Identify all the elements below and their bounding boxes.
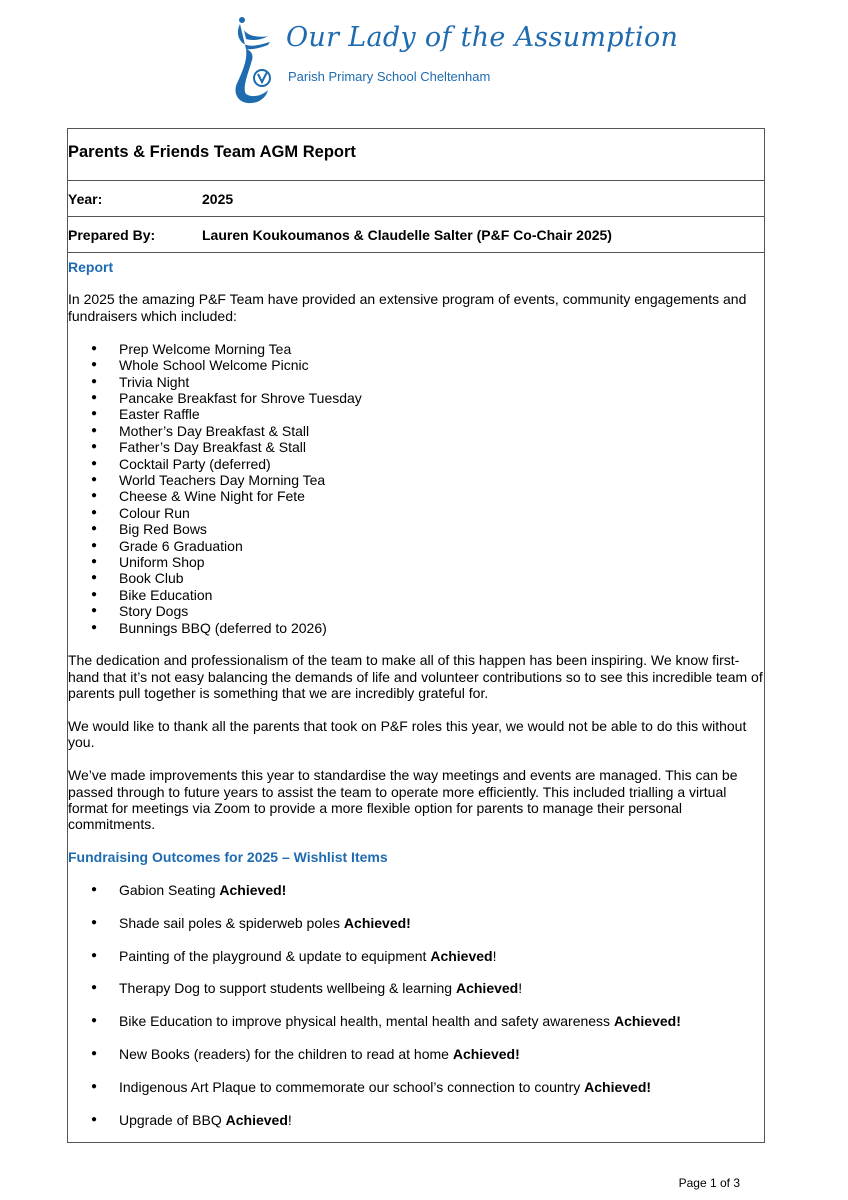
bullet-icon: ● [91,441,98,453]
wishlist-item-text: Bike Education to improve physical health, mental health and safety awareness [119,1013,614,1030]
events-list [68,341,764,636]
achieved-status: Achieved [225,1111,288,1128]
list-item [68,570,764,586]
wishlist-item-text: New Books (readers) for the children to read at home [119,1045,453,1062]
list-item [68,587,764,603]
list-item [68,538,764,554]
bullet-icon: ● [91,342,98,354]
list-item [68,980,764,996]
event-text: Bunnings BBQ (deferred to 2026) [119,619,327,636]
bullet-icon: ● [91,572,98,584]
achieved-status: Achieved! [584,1078,652,1095]
list-item [68,554,764,570]
list-item [68,948,764,964]
wishlist-item-tail: ! [492,947,497,964]
intro-paragraph: In 2025 the amazing P&F Team have provided an extensive program of events, community engagements and fundraisers which included: [68,291,747,324]
list-item [68,341,764,357]
bullet-icon: ● [91,391,98,403]
wishlist-list [68,882,764,1128]
event-text: Prep Welcome Morning Tea [119,340,292,357]
bullet-icon: ● [91,359,98,371]
event-text: Bike Education [119,586,213,603]
list-item [68,423,764,439]
list-item [68,374,764,390]
event-text: Cheese & Wine Night for Fete [119,488,305,505]
report-box [67,128,765,1143]
event-text: Pancake Breakfast for Shrove Tuesday [119,389,362,406]
event-text: Colour Run [119,504,190,521]
school-name: Our Lady of the Assumption [286,22,679,53]
prepared-value: Lauren Koukoumanos & Claudelle Salter (P&F Co-Chair 2025) [202,227,612,243]
title-row [68,129,764,181]
wishlist-item-tail: ! [287,1111,292,1128]
school-logo [222,14,679,106]
wishlist-item-text: Gabion Seating [119,882,220,899]
list-item [68,357,764,373]
achieved-status: Achieved [430,947,493,964]
list-item [68,521,764,537]
achieved-status: Achieved! [219,882,287,899]
bullet-icon: ● [91,490,98,502]
bullet-icon: ● [91,408,98,420]
wishlist-item-tail: ! [518,980,523,997]
event-text: Whole School Welcome Picnic [119,357,309,374]
event-text: Father’s Day Breakfast & Stall [119,439,307,456]
event-text: Trivia Night [119,373,190,390]
bullet-icon: ● [91,556,98,567]
year-row [68,181,764,217]
event-text: Big Red Bows [119,521,207,538]
list-item [68,456,764,472]
wishlist-item-text: Indigenous Art Plaque to commemorate our school’s connection to country [119,1078,585,1095]
achieved-status: Achieved [455,980,519,997]
event-text: Story Dogs [119,603,189,620]
achieved-status: Achieved! [343,914,411,931]
bullet-icon: ● [91,539,98,551]
bullet-icon: ● [91,1015,98,1027]
report-content [68,259,764,1128]
list-item [68,603,764,619]
school-subtitle: Parish Primary School Cheltenham [288,69,491,84]
achieved-status: Achieved! [613,1013,681,1030]
list-item [68,1112,764,1128]
list-item [68,1046,764,1062]
bullet-icon: ● [91,424,98,436]
bullet-icon: ● [91,982,98,994]
list-item [68,620,764,636]
section-heading-fundraising: Fundraising Outcomes for 2025 – Wishlist Items [68,849,388,866]
thanks-paragraph: We would like to thank all the parents that took on P&F roles this year, we would not be able to do this without you. [68,718,747,751]
list-item [68,505,764,521]
page-title: Parents & Friends Team AGM Report [68,143,356,161]
wishlist-item-text: Shade sail poles & spiderweb poles [119,914,344,931]
bullet-icon: ● [91,375,98,387]
bullet-icon: ● [91,506,98,518]
improvements-paragraph: We’ve made improvements this year to standardise the way meetings and events are managed. This can be passed through to future years to assist the team to operate more efficiently. This included trialling a virtual format for meetings via Zoom to provide a more flexible option for parents to manage their personal commitments. [68,767,738,833]
achieved-status: Achieved! [452,1045,520,1062]
list-item [68,472,764,488]
event-text: Grade 6 Graduation [119,537,243,554]
list-item [68,488,764,504]
wishlist-item-text: Painting of the playground & update to equipment [119,947,431,964]
bullet-icon: ● [91,605,98,617]
wishlist-item-text: Upgrade of BBQ [119,1111,226,1128]
prepared-row [68,217,764,253]
list-item [68,915,764,931]
bullet-icon: ● [91,884,98,896]
event-text: Uniform Shop [119,554,205,570]
bullet-icon: ● [91,1047,98,1059]
bullet-icon: ● [91,621,98,633]
event-text: Book Club [119,570,184,587]
wishlist-item-text: Therapy Dog to support students wellbeing & learning [119,980,456,997]
event-text: Mother’s Day Breakfast & Stall [119,422,310,439]
page-number: Page 1 of 3 [678,1176,740,1190]
event-text: Easter Raffle [119,406,200,423]
list-item [68,406,764,422]
list-item [68,1079,764,1095]
bullet-icon: ● [91,1113,98,1125]
bullet-icon: ● [91,1080,98,1092]
bullet-icon: ● [91,473,98,485]
year-label: Year: [68,191,103,207]
bullet-icon: ● [91,588,98,600]
list-item [68,390,764,406]
year-value: 2025 [202,191,234,207]
bullet-icon: ● [91,916,98,928]
bullet-icon: ● [91,949,98,961]
event-text: World Teachers Day Morning Tea [119,471,326,488]
dedication-paragraph: The dedication and professionalism of the team to make all of this happen has been inspiring. We know first-hand that it’s not easy balancing the demands of life and volunteer contributions so to see this incredible team of parents pull together is something that we are incredibly grateful for. [68,652,763,702]
list-item [68,1013,764,1029]
list-item [68,882,764,898]
list-item [68,439,764,455]
madonna-logo-icon [222,14,284,106]
bullet-icon: ● [91,523,98,535]
bullet-icon: ● [91,457,98,469]
section-heading-report: Report [68,259,114,275]
prepared-label: Prepared By: [68,227,156,243]
event-text: Cocktail Party (deferred) [119,455,271,472]
